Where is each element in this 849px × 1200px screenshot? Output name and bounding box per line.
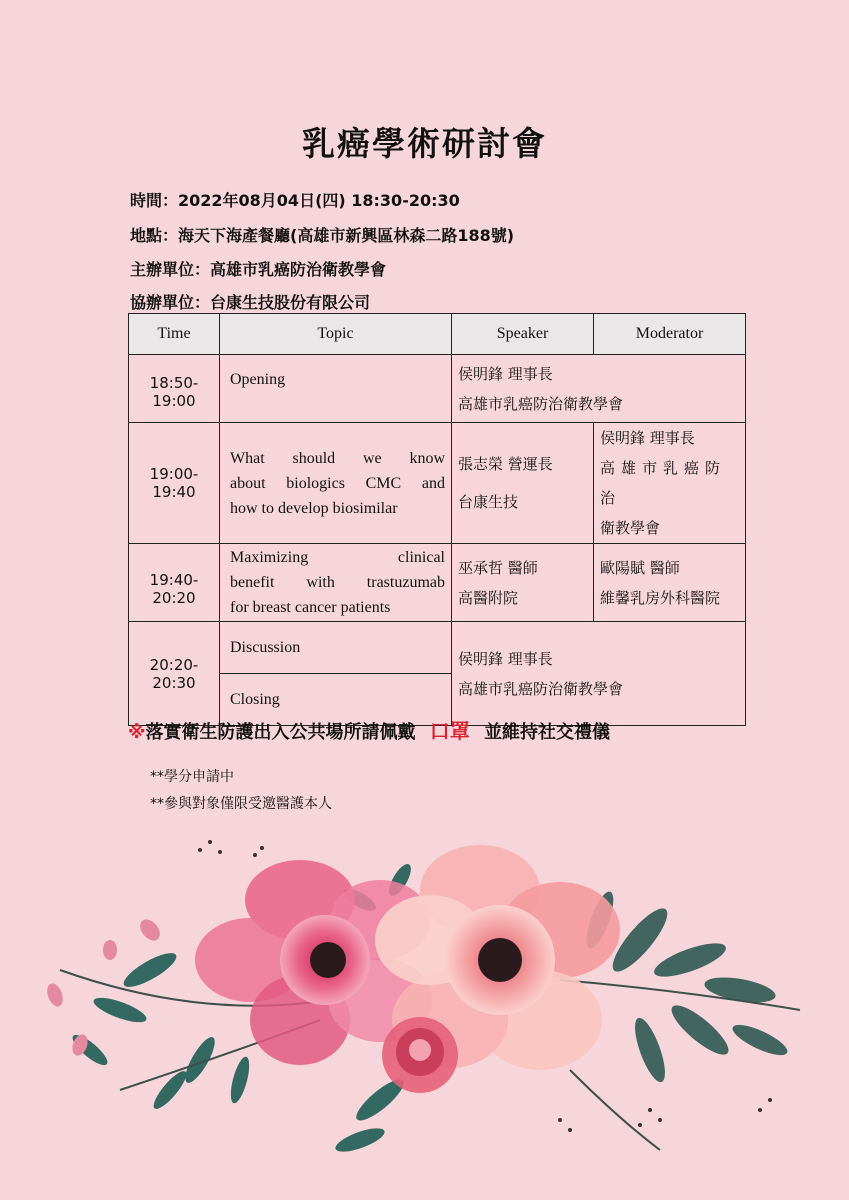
speaker-name: 巫承哲 醫師 [458, 558, 538, 577]
note-attendance: **參與對象僅限受邀醫護本人 [150, 796, 332, 812]
page-title: 乳癌學術研討會 [302, 124, 547, 163]
topic-line: Maximizing clinical [230, 549, 445, 566]
notice-text: 落實衛生防護出入公共場所請佩戴 [145, 722, 416, 743]
row-time: 19:00-19:40 [129, 423, 220, 544]
moderator-org: 衛教學會 [600, 519, 661, 537]
speaker-name: 侯明鋒 理事長 [458, 364, 553, 383]
row-speaker [452, 544, 594, 622]
speaker-org: 高醫附院 [458, 588, 519, 607]
header-speaker: Speaker [452, 314, 594, 355]
row-speaker [452, 622, 746, 726]
table-row [129, 622, 746, 674]
header-moderator: Moderator [594, 314, 746, 355]
notice-mask: 口罩 [429, 719, 470, 743]
event-time: 時間：2022年08月04日(四) 18:30-20:30 [130, 191, 460, 210]
row-topic [220, 544, 452, 622]
speaker-name: 張志榮 營運長 [458, 455, 553, 473]
notice-text: 並維持社交禮儀 [484, 722, 611, 743]
row-moderator [594, 423, 746, 544]
event-organizer: 主辦單位：高雄市乳癌防治衛教學會 [130, 260, 387, 279]
event-co-organizer: 協辦單位：台康生技股份有限公司 [130, 293, 371, 312]
table-row [129, 544, 746, 622]
table-header-row [129, 314, 746, 355]
header-topic: Topic [220, 314, 452, 355]
row-topic: Discussion [220, 622, 452, 674]
topic-line: how to develop biosimilar [230, 499, 398, 517]
table-row [129, 423, 746, 544]
row-topic: Opening [220, 355, 452, 423]
header-time: Time [129, 314, 220, 355]
rose [382, 1017, 458, 1093]
event-location: 地點：海天下海產餐廳(高雄市新興區林森二路188號) [130, 226, 515, 245]
table-row [129, 355, 746, 423]
speaker-org: 台康生技 [458, 493, 519, 511]
schedule-table [128, 313, 746, 726]
floral-illustration [0, 820, 849, 1200]
topic-line: for breast cancer patients [230, 599, 391, 616]
moderator-name: 侯明鋒 理事長 [600, 429, 695, 447]
topic-line: What should we know [230, 449, 445, 467]
speaker-org: 高雄市乳癌防治衛教學會 [458, 394, 624, 413]
moderator-org: 高雄市乳癌防治 [600, 459, 727, 507]
mask-notice [128, 715, 610, 744]
moderator-name: 歐陽賦 醫師 [600, 558, 680, 577]
row-speaker [452, 355, 746, 423]
topic-line: benefit with trastuzumab [230, 574, 445, 591]
row-time: 19:40-20:20 [129, 544, 220, 622]
row-time: 18:50-19:00 [129, 355, 220, 423]
speaker-org: 高雄市乳癌防治衛教學會 [458, 679, 624, 698]
notice-mark: ※ [128, 722, 146, 743]
row-time: 20:20-20:30 [129, 622, 220, 726]
row-topic [220, 423, 452, 544]
topic-line: about biologics CMC and [230, 474, 445, 492]
note-credit: **學分申請中 [150, 769, 234, 785]
speaker-name: 侯明鋒 理事長 [458, 649, 553, 668]
row-speaker [452, 423, 594, 544]
moderator-org: 維馨乳房外科醫院 [600, 588, 721, 607]
row-topic: Closing [220, 674, 452, 726]
row-moderator [594, 544, 746, 622]
